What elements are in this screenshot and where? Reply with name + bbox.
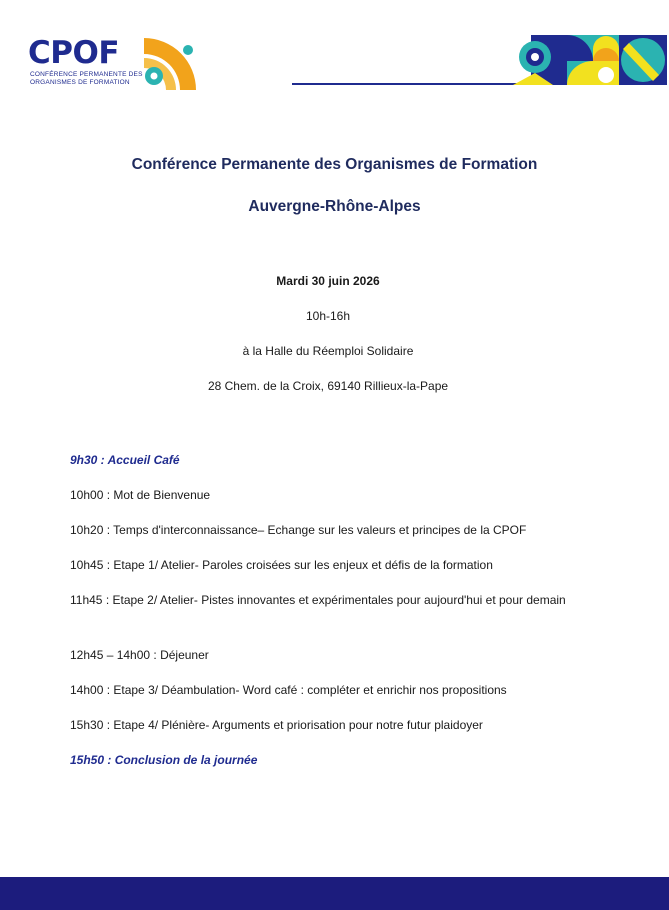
agenda-item: 12h45 – 14h00 : Déjeuner	[70, 648, 209, 662]
decorative-pattern-icon	[513, 31, 669, 87]
agenda-item: 10h45 : Etape 1/ Atelier- Paroles croisées sur les enjeux et défis de la formation	[70, 558, 493, 572]
cpof-logo	[28, 36, 208, 96]
event-date: Mardi 30 juin 2026	[276, 274, 380, 288]
event-venue: à la Halle du Réemploi Solidaire	[242, 344, 414, 358]
agenda-item: 9h30 : Accueil Café	[70, 453, 180, 467]
logo-arc-icon	[144, 38, 202, 90]
agenda-item: 14h00 : Etape 3/ Déambulation- Word café : compléter et enrichir nos propositions	[70, 683, 507, 697]
logo-wordmark: CPOF	[28, 35, 119, 71]
agenda-item: 15h50 : Conclusion de la journée	[70, 753, 258, 767]
agenda-item: 11h45 : Etape 2/ Atelier- Pistes innovantes et expérimentales pour aujourd'hui et pour demain	[70, 593, 566, 607]
event-address: 28 Chem. de la Croix, 69140 Rillieux-la-Pape	[207, 379, 449, 393]
agenda-item: 10h20 : Temps d'interconnaissance– Echange sur les valeurs et principes de la CPOF	[70, 523, 527, 537]
agenda-item: 10h00 : Mot de Bienvenue	[70, 488, 211, 502]
main-title: Conférence Permanente des Organismes de Formation	[131, 156, 538, 173]
logo-tagline: CONFÉRENCE PERMANENTE DES ORGANISMES DE FORMATION	[30, 71, 143, 86]
footer-band	[0, 877, 669, 910]
agenda-item: 15h30 : Etape 4/ Plénière- Arguments et priorisation pour notre futur plaidoyer	[70, 718, 483, 732]
header-divider	[292, 83, 517, 85]
region-title: Auvergne-Rhône-Alpes	[248, 198, 421, 215]
event-hours: 10h-16h	[305, 309, 351, 323]
